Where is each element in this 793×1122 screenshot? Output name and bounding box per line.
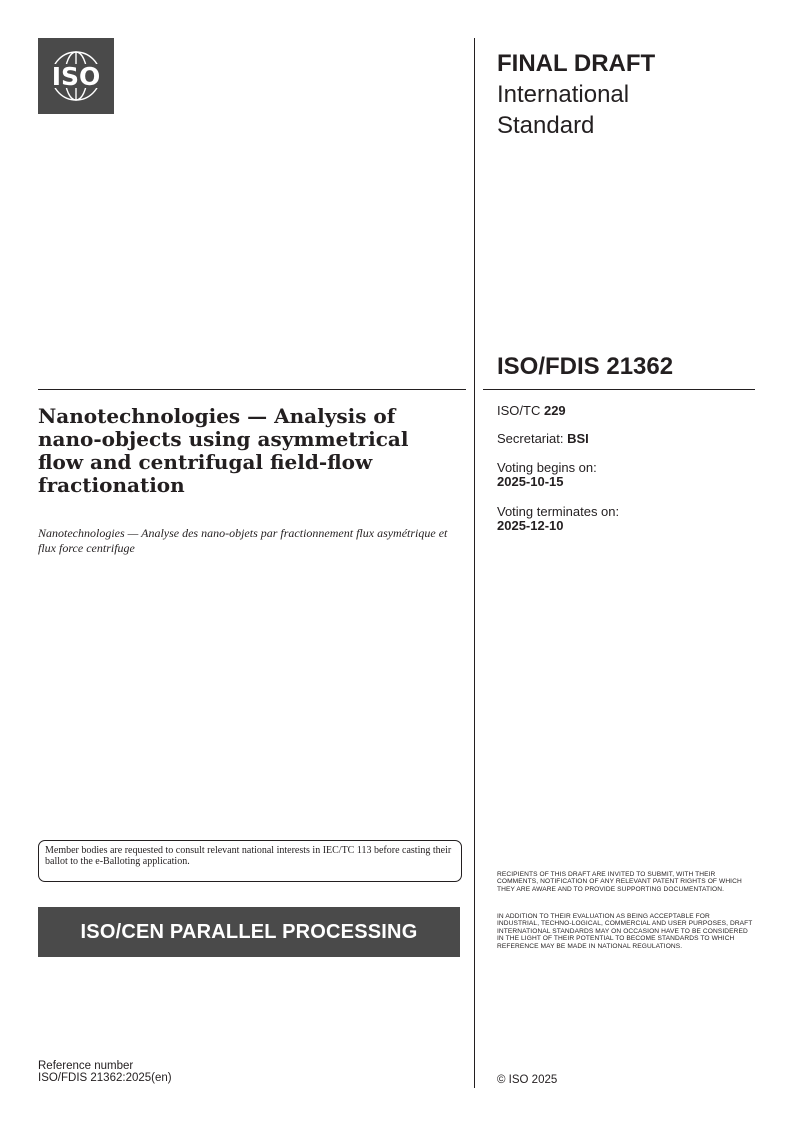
secretariat bbox=[497, 432, 589, 446]
committee-value: 229 bbox=[543, 403, 566, 418]
document-title: Nanotechnologies — Analysis of nano-objects using asymmetrical flow and centrifugal field-flow fractionation bbox=[38, 404, 409, 497]
secretariat-label: Secretariat: bbox=[497, 431, 564, 446]
voting-begins-label: Voting begins on: bbox=[497, 460, 597, 475]
committee-label: ISO/TC bbox=[497, 403, 541, 418]
status-line-1: FINAL DRAFT bbox=[497, 50, 656, 77]
document-number: ISO/FDIS 21362 bbox=[497, 353, 674, 380]
patent-notice: RECIPIENTS OF THIS DRAFT ARE INVITED TO SUBMIT, WITH THEIR COMMENTS, NOTIFICATION OF ANY RELEVANT PATENT RIGHTS OF WHICH THEY ARE AWARE AND TO PROVIDE SUPPORTING DOCUMENTATION. bbox=[497, 871, 742, 893]
voting-begins-value: 2025-10-15 bbox=[497, 474, 564, 489]
evaluation-notice: IN ADDITION TO THEIR EVALUATION AS BEING ACCEPTABLE FOR INDUSTRIAL, TECHNO-LOGICAL, COMMERCIAL AND USER PURPOSES, DRAFT INTERNATIONAL STANDARDS MAY ON OCCASION HAVE TO BE CONSIDERED IN THE LIGHT OF THEIR POTENTIAL TO BECOME STANDARDS TO WHICH REFERENCE MAY BE MADE IN NATIONAL REGULATIONS. bbox=[497, 913, 753, 950]
iso-logo bbox=[38, 38, 114, 114]
horizontal-divider-left bbox=[38, 389, 466, 390]
horizontal-divider-right bbox=[483, 389, 755, 390]
reference-label: Reference number bbox=[38, 1060, 134, 1072]
voting-begins bbox=[497, 461, 597, 489]
voting-terminates bbox=[497, 505, 619, 533]
voting-terminates-label: Voting terminates on: bbox=[497, 504, 620, 519]
reference-number: ISO/FDIS 21362:2025(en) bbox=[38, 1072, 172, 1084]
status-line-3: Standard bbox=[497, 112, 595, 139]
secretariat-value: BSI bbox=[567, 431, 589, 446]
committee bbox=[497, 404, 566, 418]
logo-text: ISO bbox=[51, 62, 101, 91]
copyright: © ISO 2025 bbox=[497, 1074, 558, 1086]
status-line-2: International bbox=[497, 81, 630, 108]
parallel-processing-banner: ISO/CEN PARALLEL PROCESSING bbox=[38, 907, 460, 957]
iso-globe-icon bbox=[38, 38, 114, 114]
vertical-divider bbox=[474, 38, 475, 1088]
document-title-french: Nanotechnologies — Analyse des nano-objets par fractionnement flux asymétrique et flux force centrifuge bbox=[38, 526, 448, 555]
document-status bbox=[497, 48, 747, 141]
ballot-notice: Member bodies are requested to consult relevant national interests in IEC/TC 113 before casting their ballot to the e-Balloting application. bbox=[38, 840, 462, 882]
voting-terminates-value: 2025-12-10 bbox=[497, 518, 564, 533]
